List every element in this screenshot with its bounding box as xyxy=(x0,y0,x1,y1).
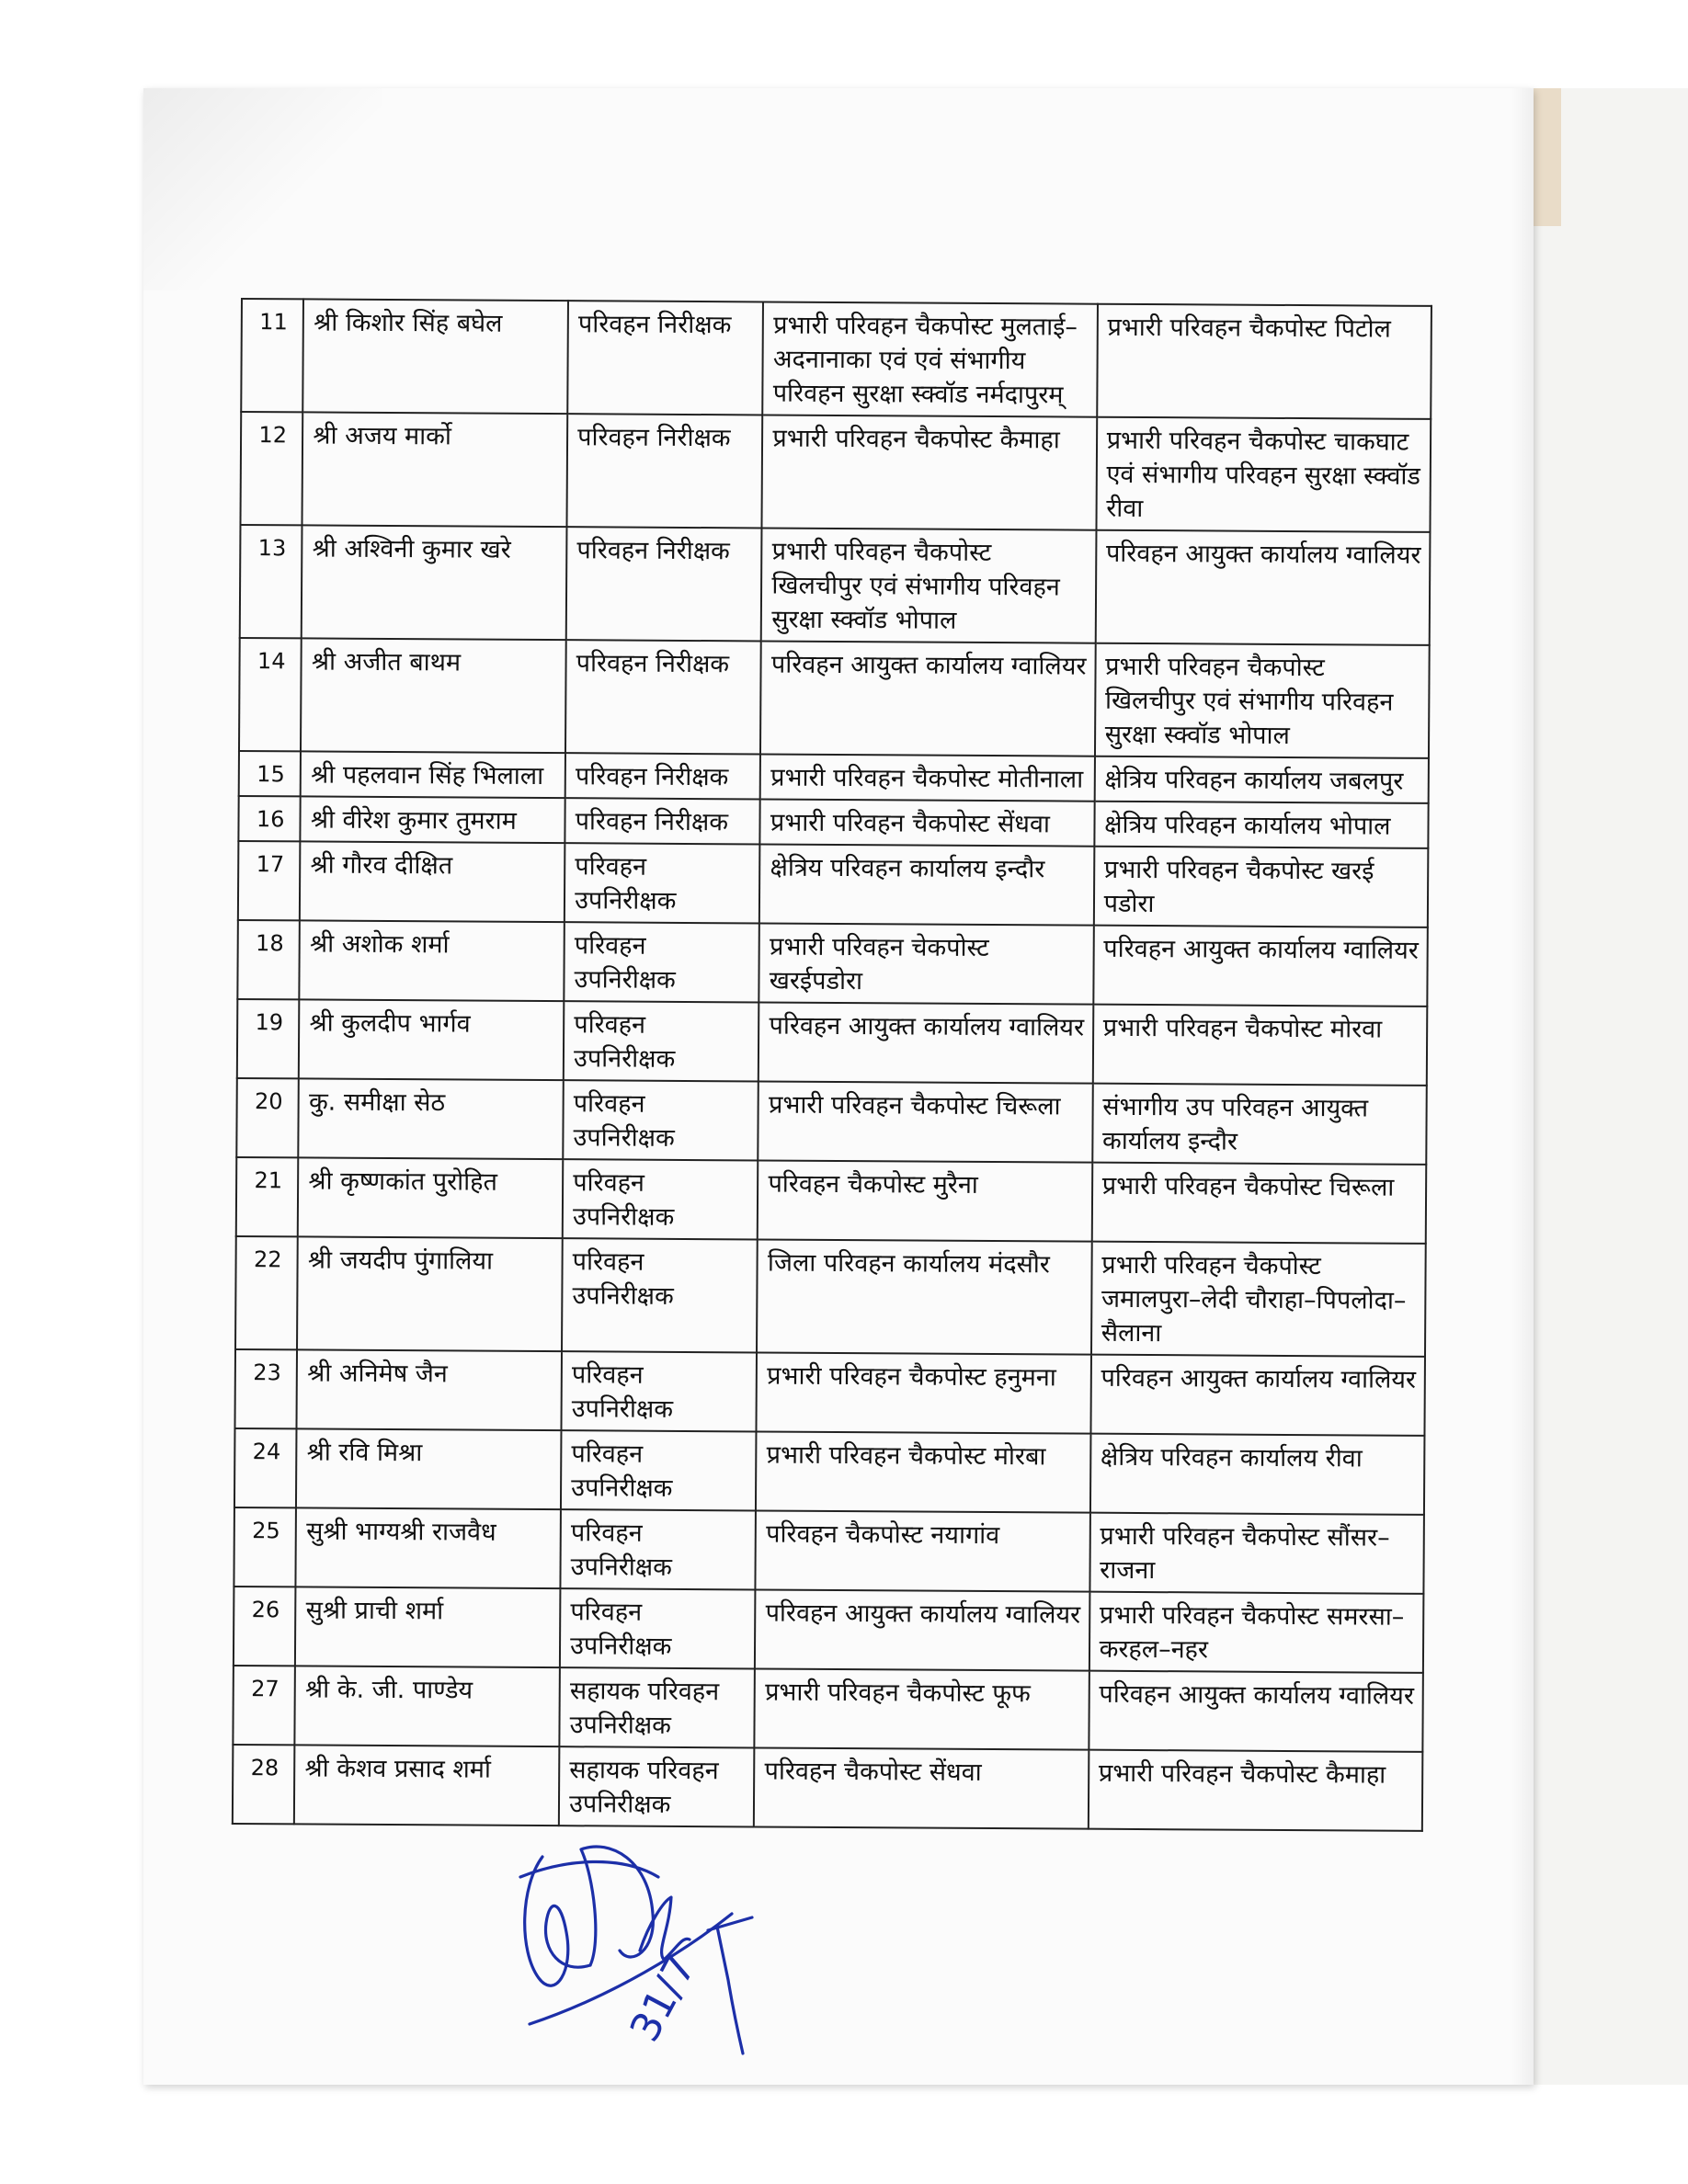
table-row xyxy=(233,1666,1423,1752)
designation-cell: परिवहन निरीक्षक xyxy=(567,414,763,528)
new-posting-cell: प्रभारी परिवहन चैकपोस्ट जमालपुरा–लेदी चौराहा–पिपलोदा– सैलाना xyxy=(1091,1242,1426,1357)
designation-cell: परिवहन उपनिरीक्षक xyxy=(564,1001,759,1081)
new-posting-cell: क्षेत्रिय परिवहन कार्यालय जबलपुर xyxy=(1094,756,1429,803)
new-posting-cell: परिवहन आयुक्त कार्यालय ग्वालियर xyxy=(1089,1671,1423,1752)
new-posting-cell: परिवहन आयुक्त कार्यालय ग्वालियर xyxy=(1095,530,1430,645)
background-strip xyxy=(1534,88,1688,2085)
employee-name-cell: श्री अजय मार्को xyxy=(302,412,568,527)
current-posting-cell: प्रभारी परिवहन चैकपोस्ट मोरबा xyxy=(756,1431,1090,1512)
table-row xyxy=(238,796,1428,848)
employee-name-cell: सुश्री भाग्यश्री राजवैध xyxy=(296,1507,561,1588)
new-posting-cell: प्रभारी परिवहन चैकपोस्ट खिलचीपुर एवं संभागीय परिवहन सुरक्षा स्क्वॉड भोपाल xyxy=(1095,643,1430,758)
transfer-table-body xyxy=(233,299,1431,1831)
serial-number-cell: 26 xyxy=(234,1587,296,1666)
serial-number-cell: 11 xyxy=(241,299,303,412)
signature-stroke xyxy=(717,1927,743,2053)
new-posting-cell: प्रभारी परिवहन चैकपोस्ट पिटोल xyxy=(1097,304,1431,419)
current-posting-cell: प्रभारी परिवहन चैकपोस्ट कैमाहा xyxy=(762,415,1097,529)
transfer-table xyxy=(232,298,1432,1832)
serial-number-cell: 15 xyxy=(239,751,302,796)
current-posting-cell: प्रभारी परिवहन चैकपोस्ट सेंधवा xyxy=(760,799,1095,846)
table-row xyxy=(238,841,1429,927)
table-row xyxy=(239,751,1429,803)
serial-number-cell: 19 xyxy=(237,999,300,1078)
designation-cell: परिवहन उपनिरीक्षक xyxy=(561,1430,757,1510)
current-posting-cell: क्षेत्रिय परिवहन कार्यालय इन्दौर xyxy=(759,844,1094,925)
new-posting-cell: परिवहन आयुक्त कार्यालय ग्वालियर xyxy=(1093,926,1428,1007)
designation-cell: परिवहन उपनिरीक्षक xyxy=(562,1351,758,1431)
serial-number-cell: 17 xyxy=(238,841,301,920)
employee-name-cell: श्री अशोक शर्मा xyxy=(300,920,565,1001)
employee-name-cell: श्री वीरेश कुमार तुमराम xyxy=(301,796,565,843)
designation-cell: परिवहन निरीक्षक xyxy=(566,527,762,641)
employee-name-cell: श्री पहलवान सिंह भिलाला xyxy=(301,751,565,798)
current-posting-cell: परिवहन आयुक्त कार्यालय ग्वालियर xyxy=(755,1589,1089,1670)
current-posting-cell: परिवहन आयुक्त कार्यालय ग्वालियर xyxy=(760,641,1095,756)
current-posting-cell: प्रभारी परिवहन चैकपोस्ट हनुमना xyxy=(757,1352,1091,1433)
serial-number-cell: 12 xyxy=(240,412,302,525)
table-row xyxy=(240,412,1431,532)
serial-number-cell: 25 xyxy=(234,1507,296,1587)
table-row xyxy=(233,1745,1423,1831)
new-posting-cell: प्रभारी परिवहन चैकपोस्ट समरसा– करहल–नहर xyxy=(1089,1592,1424,1673)
employee-name-cell: श्री गौरव दीक्षित xyxy=(300,841,565,922)
serial-number-cell: 27 xyxy=(233,1666,295,1745)
current-posting-cell: प्रभारी परिवहन चैकपोस्ट मुलताई–अदनानाका एवं एवं संभागीय परिवहन सुरक्षा स्क्वॉड नर्मदापुरम् xyxy=(763,301,1098,416)
designation-cell: परिवहन उपनिरीक्षक xyxy=(560,1588,756,1668)
table-row xyxy=(234,1428,1425,1515)
table-row xyxy=(237,999,1428,1086)
employee-name-cell: श्री जयदीप पुंगालिया xyxy=(297,1236,563,1351)
table-row xyxy=(235,1236,1426,1357)
employee-name-cell: श्री अश्विनी कुमार खरे xyxy=(302,525,567,640)
designation-cell: परिवहन उपनिरीक्षक xyxy=(563,1159,758,1239)
table-row xyxy=(234,1587,1424,1673)
signature-stroke xyxy=(708,1917,752,1930)
designation-cell: सहायक परिवहन उपनिरीक्षक xyxy=(560,1667,756,1747)
signature xyxy=(502,1813,778,2085)
table-row xyxy=(236,1157,1427,1244)
new-posting-cell: संभागीय उप परिवहन आयुक्त कार्यालय इन्दौर xyxy=(1092,1084,1427,1165)
sheet-edge-shadow xyxy=(1511,88,1534,2085)
new-posting-cell: प्रभारी परिवहन चैकपोस्ट खरई पडोरा xyxy=(1094,847,1429,927)
serial-number-cell: 18 xyxy=(237,920,300,999)
current-posting-cell: प्रभारी परिवहन चैकपोस्ट खिलचीपुर एवं संभागीय परिवहन सुरक्षा स्क्वॉड भोपाल xyxy=(761,528,1096,643)
serial-number-cell: 23 xyxy=(234,1349,297,1428)
designation-cell: परिवहन उपनिरीक्षक xyxy=(561,1509,757,1589)
table-row xyxy=(240,525,1431,645)
employee-name-cell: श्री अजीत बाथम xyxy=(301,638,566,753)
background-tab xyxy=(1534,88,1561,226)
employee-name-cell: सुश्री प्राची शर्मा xyxy=(295,1587,560,1667)
current-posting-cell: परिवहन चैकपोस्ट मुरैना xyxy=(758,1160,1092,1241)
serial-number-cell: 28 xyxy=(233,1745,295,1824)
signature-stroke xyxy=(525,1857,590,1985)
new-posting-cell: प्रभारी परिवहन चैकपोस्ट चाकघाट एवं संभागीय परिवहन सुरक्षा स्क्वॉड रीवा xyxy=(1096,417,1431,532)
serial-number-cell: 20 xyxy=(236,1078,299,1157)
designation-cell: परिवहन उपनिरीक्षक xyxy=(562,1238,758,1352)
serial-number-cell: 16 xyxy=(238,796,301,841)
signature-date: 31/7 xyxy=(621,1947,706,2050)
fold-shadow xyxy=(143,88,382,290)
designation-cell: सहायक परिवहन उपनिरीक्षक xyxy=(559,1746,755,1826)
current-posting-cell: परिवहन चैकपोस्ट सेंधवा xyxy=(754,1747,1089,1828)
new-posting-cell: प्रभारी परिवहन चैकपोस्ट चिरूला xyxy=(1091,1163,1426,1244)
designation-cell: परिवहन उपनिरीक्षक xyxy=(564,922,759,1002)
current-posting-cell: प्रभारी परिवहन चेकपोस्ट खरईपडोरा xyxy=(759,923,1094,1004)
employee-name-cell: श्री किशोर सिंह बघेल xyxy=(303,299,569,414)
designation-cell: परिवहन निरीक्षक xyxy=(565,640,761,754)
table-row xyxy=(239,638,1430,758)
designation-cell: परिवहन उपनिरीक्षक xyxy=(563,1080,758,1160)
designation-cell: परिवहन निरीक्षक xyxy=(567,301,763,415)
employee-name-cell: श्री कुलदीप भार्गव xyxy=(299,999,564,1080)
serial-number-cell: 14 xyxy=(239,638,302,751)
current-posting-cell: परिवहन चैकपोस्ट नयागांव xyxy=(756,1510,1090,1591)
table-row xyxy=(236,1078,1427,1165)
new-posting-cell: प्रभारी परिवहन चैकपोस्ट सौंसर–राजना xyxy=(1089,1513,1424,1594)
employee-name-cell: श्री रवि मिश्रा xyxy=(296,1428,561,1509)
current-posting-cell: प्रभारी परिवहन चैकपोस्ट मोतीनाला xyxy=(760,754,1095,801)
table-row xyxy=(234,1507,1424,1594)
document-sheet xyxy=(143,88,1534,2085)
new-posting-cell: प्रभारी परिवहन चैकपोस्ट मोरवा xyxy=(1092,1005,1427,1086)
new-posting-cell: प्रभारी परिवहन चैकपोस्ट कैमाहा xyxy=(1089,1750,1423,1831)
table-row xyxy=(234,1349,1425,1436)
table-row xyxy=(241,299,1431,419)
current-posting-cell: परिवहन आयुक्त कार्यालय ग्वालियर xyxy=(758,1002,1093,1083)
designation-cell: परिवहन उपनिरीक्षक xyxy=(565,843,760,923)
designation-cell: परिवहन निरीक्षक xyxy=(565,753,761,799)
employee-name-cell: श्री के. जी. पाण्डेय xyxy=(295,1666,560,1746)
designation-cell: परिवहन निरीक्षक xyxy=(565,798,761,844)
new-posting-cell: परिवहन आयुक्त कार्यालय ग्वालियर xyxy=(1090,1355,1425,1436)
current-posting-cell: प्रभारी परिवहन चैकपोस्ट फूफ xyxy=(755,1668,1089,1749)
table-row xyxy=(237,920,1428,1007)
current-posting-cell: प्रभारी परिवहन चैकपोस्ट चिरूला xyxy=(758,1081,1093,1162)
employee-name-cell: श्री अनिमेष जैन xyxy=(297,1349,562,1430)
serial-number-cell: 21 xyxy=(236,1157,299,1236)
employee-name-cell: श्री कृष्णकांत पुरोहित xyxy=(298,1157,563,1238)
new-posting-cell: क्षेत्रिय परिवहन कार्यालय भोपाल xyxy=(1094,802,1429,848)
employee-name-cell: श्री केशव प्रसाद शर्मा xyxy=(294,1745,559,1826)
employee-name-cell: कु. समीक्षा सेठ xyxy=(299,1078,564,1159)
serial-number-cell: 13 xyxy=(240,525,302,638)
new-posting-cell: क्षेत्रिय परिवहन कार्यालय रीवा xyxy=(1090,1434,1425,1515)
serial-number-cell: 22 xyxy=(235,1236,298,1349)
current-posting-cell: जिला परिवहन कार्यालय मंदसौर xyxy=(757,1239,1091,1354)
serial-number-cell: 24 xyxy=(234,1428,297,1507)
